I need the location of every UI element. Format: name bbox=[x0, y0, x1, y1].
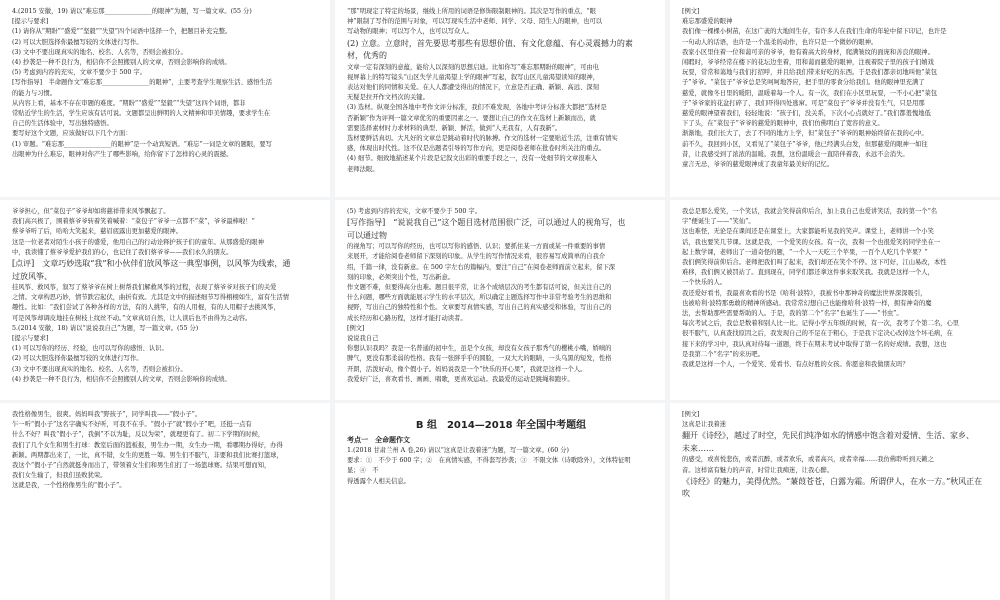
text-line: 一句动人的话语，也许是一个温柔的动作，也许只是一个微妙的眼神。 bbox=[682, 38, 878, 46]
text-line: 过放风筝、 bbox=[12, 271, 52, 281]
text-line: (2) 立意。立意时，首先要思考那些有思想价值、有文化意蕴、有心灵震撼力的素 bbox=[347, 38, 633, 48]
text-line: 玩耍，常常和蔼地与我们打招呼，并且给我们带来好吃的东西。于是我们都亲切地叫他“菜包 bbox=[682, 69, 938, 77]
text-line: 未来…… bbox=[682, 443, 714, 453]
text-line: 否新颖”作为评判一篇文章优劣的重要因素之一。要想让自己的作文在选材上新颖而出，就 bbox=[347, 114, 596, 122]
text-line: 要写好这个文题，应该做好以下几个方面： bbox=[12, 130, 132, 138]
text-line: [例文] bbox=[682, 8, 700, 15]
text-line: 的能力与习惯。 bbox=[12, 89, 57, 97]
text-line: 成长经历和心路历程，这样才能打动读者。 bbox=[347, 314, 467, 322]
text-line: 我们了几个女生和男生打球：教室后面的篮板报，男生办一期，女生办一期，看哪期办得好，办得 bbox=[12, 441, 283, 449]
text-line: 子”爷爷家的花盆打碎了，我们吓得四处逃窜。可是“菜包子”爷爷并没有生气，只是用那 bbox=[682, 99, 925, 107]
text-line: 4.(2015 安徽，19) 请以“难忘那_______________的眼神”为题，写一篇文章。(55 分) bbox=[12, 8, 252, 15]
text-line: 这是一位老者对陌生小孩子的盛爱，他用自己的行动诠释护孩子们的童年。从那盛爱的眼神 bbox=[12, 238, 264, 246]
text-line: 前不久，我回到小区，又看见了“菜包子”爷爷，他已经满头白发，但那慈爱的眼神一如往 bbox=[682, 140, 928, 148]
text-line: 得透露个人相关信息。 bbox=[347, 477, 410, 485]
text-line: (1) 请你从“期盼”“盛爱”“坚毅”“失望”四个词语中选择一个，把题目补充完整。 bbox=[12, 28, 232, 36]
text-line: 写动物的眼神；可以写个人，也可以写众人。 bbox=[347, 28, 473, 36]
text-line: 老师法眼。 bbox=[347, 165, 379, 173]
text-line: 这也难怪，无论是在课间还是在课堂上，大家都能听见我的笑声。课堂上，老师讲一个小笑 bbox=[682, 228, 934, 236]
text-line: 我家小区里住着一位和蔼可亲的爷爷，他有着高大的身材，爬满皱纹的面庞和善良的眼神。 bbox=[682, 48, 934, 56]
text-line: 自己的生活体验中，写出独特感悟。 bbox=[12, 120, 113, 128]
text-line: [点评] 文章巧妙选取“我”和小伙伴们放风筝这一典型事例，以风筝为线索，通 bbox=[12, 259, 291, 269]
text-line: 下了头，在“菜包子”爷爷的慈爱的眼神中，我们仿佛明白了宽容的意义。 bbox=[682, 120, 884, 128]
text-line: 神”限制了写作的范围与对象，可以写现实生活中老师、同学、父母、陌生人的眼神，也可以 bbox=[347, 18, 603, 26]
text-line: 这就是我，一个性格像男生的“假小子”。 bbox=[12, 482, 126, 490]
text-line: 爷爷担心，但“菜包子”爷爷却如将慈祥带来风筝飘起了。 bbox=[12, 208, 170, 215]
text-line: 出眼神为什么难忘，眼神对你产生了哪些影响，给你留下了怎样的心灵的震撼。 bbox=[12, 150, 233, 158]
text-line: 之情。文章构思巧妙，情节跌宕起伏，曲折有致。尤其是文中的描述细节写得栩栩如生，富有生活情 bbox=[12, 294, 290, 302]
text-line: 法，去帮助那些需要帮助的人。于是，我的第二个“名字”也诞生了——“书虫”。 bbox=[682, 310, 903, 318]
text-line: [提示与要求] bbox=[12, 18, 49, 26]
text-line: [写作指导] “说说我自己”这个题目选材范围很广泛，可以通过人的视角写，也 bbox=[347, 218, 626, 228]
document-page bbox=[670, 403, 1000, 600]
text-line: 的感受，或喜悦悲伤，或者沉醉，或者欢乐，或者高兴，或者幸福……我仿佛聆听到天籁之 bbox=[682, 456, 934, 464]
text-line: 我总是那么爱笑，一个笑话，我就会笑得前仰后合，加上我自己也爱讲笑话，我的第一个“名 bbox=[682, 208, 938, 215]
text-line: 视屏幕上的特写镜头“山区失学儿童渴望上学的眼神”写起，叙写山区儿童渴望读知的眼神， bbox=[347, 73, 600, 81]
document-page bbox=[670, 200, 1000, 400]
text-line: 起上数学课，老师出了一道奇怪的题，“一个人一天吃三个苹果，一百个人吃几个苹果？” bbox=[682, 248, 928, 256]
text-line: (5) 考虑到内容的充实，文章不要少于 500 字。 bbox=[12, 69, 146, 77]
text-line: 闲暇时，爷爷经常在楼下的花坛边坐着，用和蔼而慈爱的眼神，注视着院子里的孩子们嬉戏 bbox=[682, 59, 934, 67]
text-line: [例文] bbox=[682, 411, 700, 418]
text-line: 我这个“假小子”自然就挺身而出了，带领着女生们和男生们打了一场篮球赛。结果可想而知， bbox=[12, 462, 271, 470]
text-line: (3) 文中不要出现真实的地名、校名、人名等，否则会被扣分。 bbox=[12, 365, 187, 373]
text-line: 要求：① 不少于 600 字；② 在真情实感，不得套写抄袭；③ 不限文体（诗歌除外），文体特征明 bbox=[347, 457, 631, 465]
text-line: 作文题不难，但要得高分也难。题目很平常，让各个成绩层次的考生都有话可说，但关注自己的 bbox=[347, 284, 612, 292]
text-line: 开朗，活泼好动，像个假小子。妈妈说我是一个“快乐的开心果”，我就是这样一个人。 bbox=[347, 365, 587, 373]
text-line: 常贴近学生的生活，学生应该有话可说。文题都呈出鲜明的人文精神和审美情趣，要求学生在 bbox=[12, 110, 271, 118]
text-line: 我爱好广泛，喜欢看书、画画、唱歌，更喜欢运动。我最爱的运动是跳绳和跑步。 bbox=[347, 375, 574, 383]
text-line: 我还爱好看书，我最喜欢看的书是《哈利·波特》，我被书中那神奇的魔法世界深深吸引， bbox=[682, 289, 927, 297]
text-line: 无疑是拉开作文档次的关键。 bbox=[347, 94, 429, 102]
document-page bbox=[335, 0, 665, 197]
text-line: 可以通过物 bbox=[347, 230, 387, 240]
text-line: 什么问题，哪些方面就能展示学生的水平层次，所以确定主题选择写作中非常考验考生的思维和 bbox=[347, 294, 612, 302]
text-line: 乍一听“假小子”这名字确实不好听，可我不在乎。“假小子”就“假小子”吧，还挺一点有 bbox=[12, 421, 252, 429]
text-line: 的视角写；可以写你的经历，也可以写你的感悟、认识；要抓住某一方面或某一件重要的事情 bbox=[347, 243, 606, 251]
text-line: 我们像一棵棵小树苗，在这广袤的大地间生存，有许多人在我们生命的年轮中留下印记，也许是 bbox=[682, 28, 947, 36]
text-line: 我们女生输了，但我们虽败犹荣。 bbox=[12, 472, 107, 480]
section-subtitle: 考点一 全命题作文 bbox=[347, 436, 410, 444]
document-page bbox=[0, 200, 330, 400]
text-line: 翻开《诗经》，越过了时空，先民们纯净如水的情感中饱含着对爱情、生活、家乡、 bbox=[682, 431, 974, 441]
document-page bbox=[0, 0, 330, 197]
text-line: 你想认识我吗？我是一名普通的初中生，虽是个女孩，却没有女孩子那秀气的樱桃小嘴，娇嗔的 bbox=[347, 345, 612, 353]
text-line: 什么不好？叫我“假小子”，我倒“不以为耻，反以为荣”，就理更有了。初二下学期的时候， bbox=[12, 431, 265, 439]
text-line: 可是风筝却调皮地挂在树枝上纹丝不动。”文章真切自然，让人读后也不由得为之动容。 bbox=[12, 314, 252, 322]
text-line: 文章一定有深刻的意蕴，能给人以深刻的思想启迪。比如你写“难忘那期盼的眼神”，可由电 bbox=[347, 63, 600, 71]
text-line: 刻的印象，必须突出个性，写出新意。 bbox=[347, 273, 455, 281]
text-line: 这真是让我着迷 bbox=[682, 421, 727, 429]
text-line: 视野，写出自己的独特性和个性。文章要写真情实感，写出自己的真实感受和体验，写出自己的 bbox=[347, 304, 612, 312]
text-line: 是我第二个“名字”的来历吧。 bbox=[682, 350, 765, 358]
text-line: 我性格像男生，很爽。妈妈叫我“野孩子”，同学叫我——“假小子”。 bbox=[12, 411, 202, 418]
text-line: 蔡爷爷听了后，哈哈大笑起来，慈眉底露出更加慈爱的眼神。 bbox=[12, 228, 183, 236]
text-line: (4) 抄袭是一种不良行为，相信你不会照搬别人的文章，否则会影响你的成绩。 bbox=[12, 375, 231, 383]
text-line: 难移，我们俩又被罚站了。直到现在，同学们都还拿这件事来取笑我。我就是这样一个人， bbox=[682, 269, 934, 277]
text-line: [写作指导] 半命题作文“难忘那_______________的眼神”，主要考查学生观察生活、感悟生活 bbox=[12, 79, 273, 87]
text-line: 5.(2014 安徽，18) 请以“说说我自己”为题，写一篇文章。(55 分) bbox=[12, 324, 199, 332]
text-line: (1) 审题。“难忘那_______________的眼神”是一个动宾短语。“难忘”一词是文章的题眼，要写 bbox=[12, 140, 272, 148]
text-line: 选材要鲜活真切。大凡好的文章总是跳动着时代的脉搏。作文的选材一定要贴近生活，注重有情实 bbox=[347, 135, 618, 143]
document-page bbox=[670, 0, 1000, 197]
text-line: 来展开，才能给阅卷老师留下深刻的印象。从学生的写作情况来看，很容易写成简单的自我介 bbox=[347, 253, 606, 261]
text-line: (4) 抄袭是一种不良行为，相信你不会照搬别人的文章，否则会影响你的成绩。 bbox=[12, 59, 231, 67]
text-line: (4) 细节。细致地描述某个片段是记叙文出彩的重要手段之一，没有一处细节的文章很难入 bbox=[347, 155, 598, 163]
text-line: 子”爷爷。“菜包子”爷爷总是笑呵呵地答应，把手里的零食分给我们。他的眼神里充满了 bbox=[682, 79, 925, 87]
text-line: 新颖。两期都出来了，一比，真不错，女生的更胜一筹。男生们不服气，非要和我们比赛打篮球， bbox=[12, 451, 283, 459]
text-line: [例文] bbox=[347, 324, 365, 332]
text-line: 慈爱，就像冬日里的暖阳，温暖着每一个人。有一次，我们在小区里玩耍，一不小心把“菜包 bbox=[682, 89, 938, 97]
text-line: 中，我读懂了蔡爷爷爱护我们的心，也记住了我们蔡爷爷——我们永久的朋友。 bbox=[12, 248, 233, 256]
text-line: 一个快乐的人。 bbox=[682, 279, 727, 287]
text-line: 显；④ 不 bbox=[347, 467, 379, 475]
text-line: (5) 考虑到内容的充实，文章不要少于 500 字。 bbox=[347, 208, 481, 215]
text-line: (3) 文中不要出现真实的地名、校名、人名等，否则会被扣分。 bbox=[12, 48, 187, 56]
text-line: 挂风筝、救风筝，叙写了蔡爷爷在树上树帮我们解救风筝的过程，表现了蔡爷爷对孩子们的关爱 bbox=[12, 284, 277, 292]
text-line: 每次考试之后，我总是数着和别人比一比。记得小学五年级的时候，有一次，我考了个第二名，心里 bbox=[682, 320, 960, 328]
text-line: 从内容上看，基本不存在审题的难度。“期盼”“盛爱”“坚毅”“失望”这四个词语，都非 bbox=[12, 99, 246, 107]
document-page bbox=[0, 403, 330, 600]
text-line: (3) 选材。纵观全国各地中考作文评分标准，我们不难发现，各地中考评分标准大都把“选材是 bbox=[347, 104, 607, 112]
text-line: 脾气，更没有那柔弱的性格。我有一张胖乎乎的圆脸，一双大大的眼睛，一头乌黑的短发，性格 bbox=[347, 355, 612, 363]
text-line: 童言无忌，爷爷的慈爱眼神成了我童年最美好的记忆。 bbox=[682, 161, 834, 169]
text-line: (2) 可以大胆选择你最擅写较的文体进行写作。 bbox=[12, 38, 143, 46]
text-line: 音。这样富有魅力的声音，时常让我痴迷，让我心醉。 bbox=[682, 466, 834, 474]
text-line: 我就是这样一个人，一个爱笑、爱看书、有点好胜的女孩。你愿意和我做朋友吗？ bbox=[682, 361, 909, 369]
text-line: 《诗经》的魅力，美得优然。“蒹葭苍苍，白露为霜。所谓伊人，在水一方。”秋风正在吹 bbox=[682, 476, 983, 499]
text-line: 需要选择素材时力求材料的典型、新颖、鲜活，做到“人无我有，人有我新”。 bbox=[347, 124, 562, 132]
text-line: 趣性。比如：“我们尝试了各种各样的方法，有的人挑竿，有的人用棍，有的人用帽子去挑风筝， bbox=[12, 304, 280, 312]
text-line: 很不服气，认真查找原因之后，我发现自己的不足在于粗心，于是我下定决心改掉这个坏毛病，在 bbox=[682, 330, 953, 338]
document-page bbox=[335, 200, 665, 400]
text-line: 绍，千篇一律，没有新意。在 500 字左右的篇幅内，要注“自己”在阅卷老师面前立起来，留下深 bbox=[347, 263, 616, 271]
text-line: 昔，让我感受到了浓浓的温暖。我想，这份温暖会一直陪伴着我，永远不会消失。 bbox=[682, 150, 909, 158]
text-line: 表达对他们的同情和关爱。在人人都遭受得出的情况下，立意是否正确、新颖、高远、深刻 bbox=[347, 84, 599, 92]
text-line: 也被哈利·波特那勇敢的精神所感动。我常常幻想自己也能像哈利·波特一样，拥有神奇的魔 bbox=[682, 299, 932, 307]
text-line: “那”明现定了特定的场景，继线上所用的词语是修饰限制眼神的。其次是写作的重点，“眼 bbox=[347, 8, 596, 15]
text-line: 感，体现出时代性。这不仅是出题者引导的写作方向，更是阅卷老师在批卷时所关注的重点。 bbox=[347, 145, 606, 153]
text-line: (2) 可以大胆选择你最擅写较的文体进行写作。 bbox=[12, 355, 143, 363]
text-line: 1.(2018 甘肃兰州 A 卷,26) 请以“这真是让我着迷”为题，写一篇文章。(60 分) bbox=[347, 447, 570, 454]
text-line: 话，我也要笑几节课。这就是我，一个爱笑的女孩。有一次，我和一个也很爱笑的同学坐在一 bbox=[682, 238, 941, 246]
text-line: 慈爱的眼神望着我们，轻轻地说：“孩子们，没关系，下次小心点就好了。”我们都羞愧地低 bbox=[682, 110, 931, 118]
text-line: [提示与要求] bbox=[12, 335, 49, 343]
text-line: 难忘那盛爱的眼神 bbox=[682, 18, 733, 26]
text-line: 渐渐地，我们长大了，去了不同的地方上学，但“菜包子”爷爷的眼神始终留在我的心中。 bbox=[682, 130, 928, 138]
text-line: 接下来的学习中，我认真对待每一道题，终于在期末考试中取得了第一名的好成绩。我想，这也 bbox=[682, 340, 947, 348]
text-line: 我们高兴极了，围着蔡爷爷转着笑着喊着：“菜包子”爷爷一点都不“菜”，爷爷最棒啦！” bbox=[12, 218, 255, 226]
text-line: 我们俩笑得前仰后合。老师把我们叫了起来，我们却还在笑个不停。这下可好，江山易改，本性 bbox=[682, 259, 947, 267]
document-page bbox=[335, 403, 665, 600]
text-line: 字”便诞生了——“笑仙”。 bbox=[682, 218, 755, 226]
text-line: 说说我自己 bbox=[347, 335, 379, 343]
text-line: 材，优秀的 bbox=[347, 51, 387, 61]
text-line: (1) 可以写你的经历、经验，也可以写你的感悟、认识。 bbox=[12, 345, 168, 353]
section-title: B 组 2014—2018 年全国中考题组 bbox=[415, 420, 587, 431]
